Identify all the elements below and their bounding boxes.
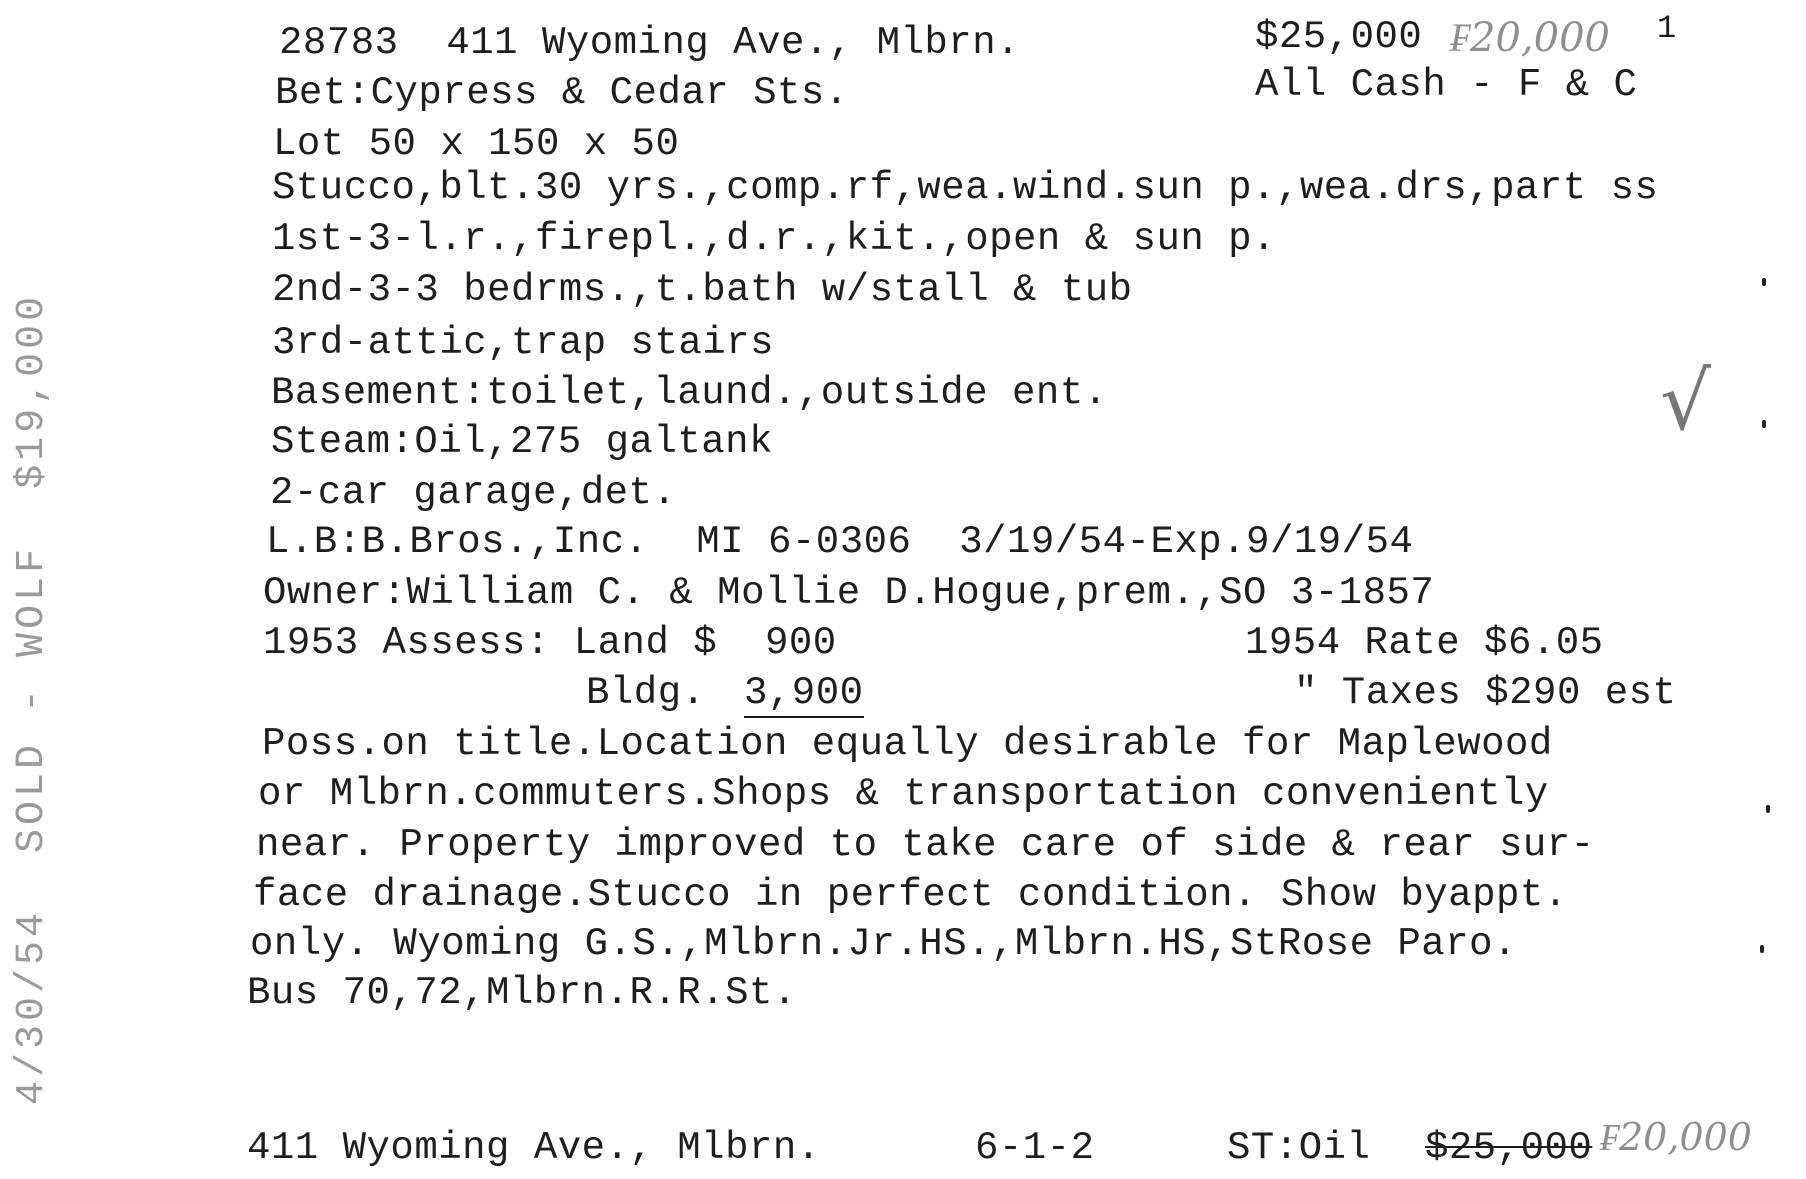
- remarks-line-4: face drainage.Stucco in perfect condition. Show byappt.: [253, 873, 1568, 917]
- second-floor: 2nd-3-3 bedrms.,t.bath w/stall & tub: [272, 268, 1133, 312]
- garage: 2-car garage,det.: [270, 471, 677, 515]
- assessment-bldg-value: 3,900: [744, 670, 864, 718]
- footer-code: 6-1-2: [975, 1126, 1095, 1170]
- punch-mark: [1760, 945, 1764, 953]
- footer-handwritten-price: ₣20,000: [1600, 1115, 1752, 1159]
- punch-mark: [1762, 278, 1766, 286]
- remarks-line-6: Bus 70,72,Mlbrn.R.R.St.: [247, 971, 797, 1015]
- footer-price: $25,000: [1425, 1126, 1593, 1170]
- footer-heat: ST:Oil: [1227, 1126, 1371, 1170]
- price: $25,000: [1255, 15, 1423, 59]
- terms: All Cash - F & C: [1255, 63, 1638, 107]
- basement: Basement:toilet,laund.,outside ent.: [271, 371, 1108, 415]
- taxes: " Taxes $290 est: [1294, 671, 1677, 715]
- remarks-line-2: or Mlbrn.commuters.Shops & transportation conveniently: [258, 772, 1549, 816]
- sold-stamp: 4/30/54 SOLD - WOLF $19,000: [10, 292, 55, 1105]
- tax-rate: 1954 Rate $6.05: [1245, 621, 1604, 665]
- listing-broker: L.B:B.Bros.,Inc. MI 6-0306 3/19/54-Exp.9/19/54: [266, 520, 1414, 564]
- between-streets: Bet:Cypress & Cedar Sts.: [275, 71, 849, 115]
- listing-number-address: 28783 411 Wyoming Ave., Mlbrn.: [279, 21, 1021, 65]
- punch-mark: [1766, 805, 1770, 813]
- lot-size: Lot 50 x 150 x 50: [273, 122, 680, 166]
- heating: Steam:Oil,275 galtank: [271, 420, 773, 464]
- construction-details: Stucco,blt.30 yrs.,comp.rf,wea.wind.sun p.,wea.drs,part ss: [272, 166, 1659, 210]
- assessment-land: 1953 Assess: Land $ 900: [263, 621, 837, 665]
- remarks-line-5: only. Wyoming G.S.,Mlbrn.Jr.HS.,Mlbrn.HS,StRose Paro.: [250, 922, 1517, 966]
- footer-address: 411 Wyoming Ave., Mlbrn.: [247, 1126, 821, 1170]
- third-floor: 3rd-attic,trap stairs: [272, 321, 774, 365]
- handwritten-price: ₣20,000: [1450, 15, 1610, 61]
- price-superscript: 1: [1657, 10, 1677, 47]
- checkmark-icon: √: [1660, 355, 1711, 448]
- remarks-line-3: near. Property improved to take care of side & rear sur-: [256, 823, 1595, 867]
- punch-mark: [1762, 420, 1766, 428]
- first-floor: 1st-3-l.r.,firepl.,d.r.,kit.,open & sun p.: [272, 217, 1276, 261]
- remarks-line-1: Poss.on title.Location equally desirable for Maplewood: [262, 722, 1553, 766]
- assessment-bldg-label: Bldg.: [586, 671, 706, 715]
- owner: Owner:William C. & Mollie D.Hogue,prem.,SO 3-1857: [263, 571, 1435, 615]
